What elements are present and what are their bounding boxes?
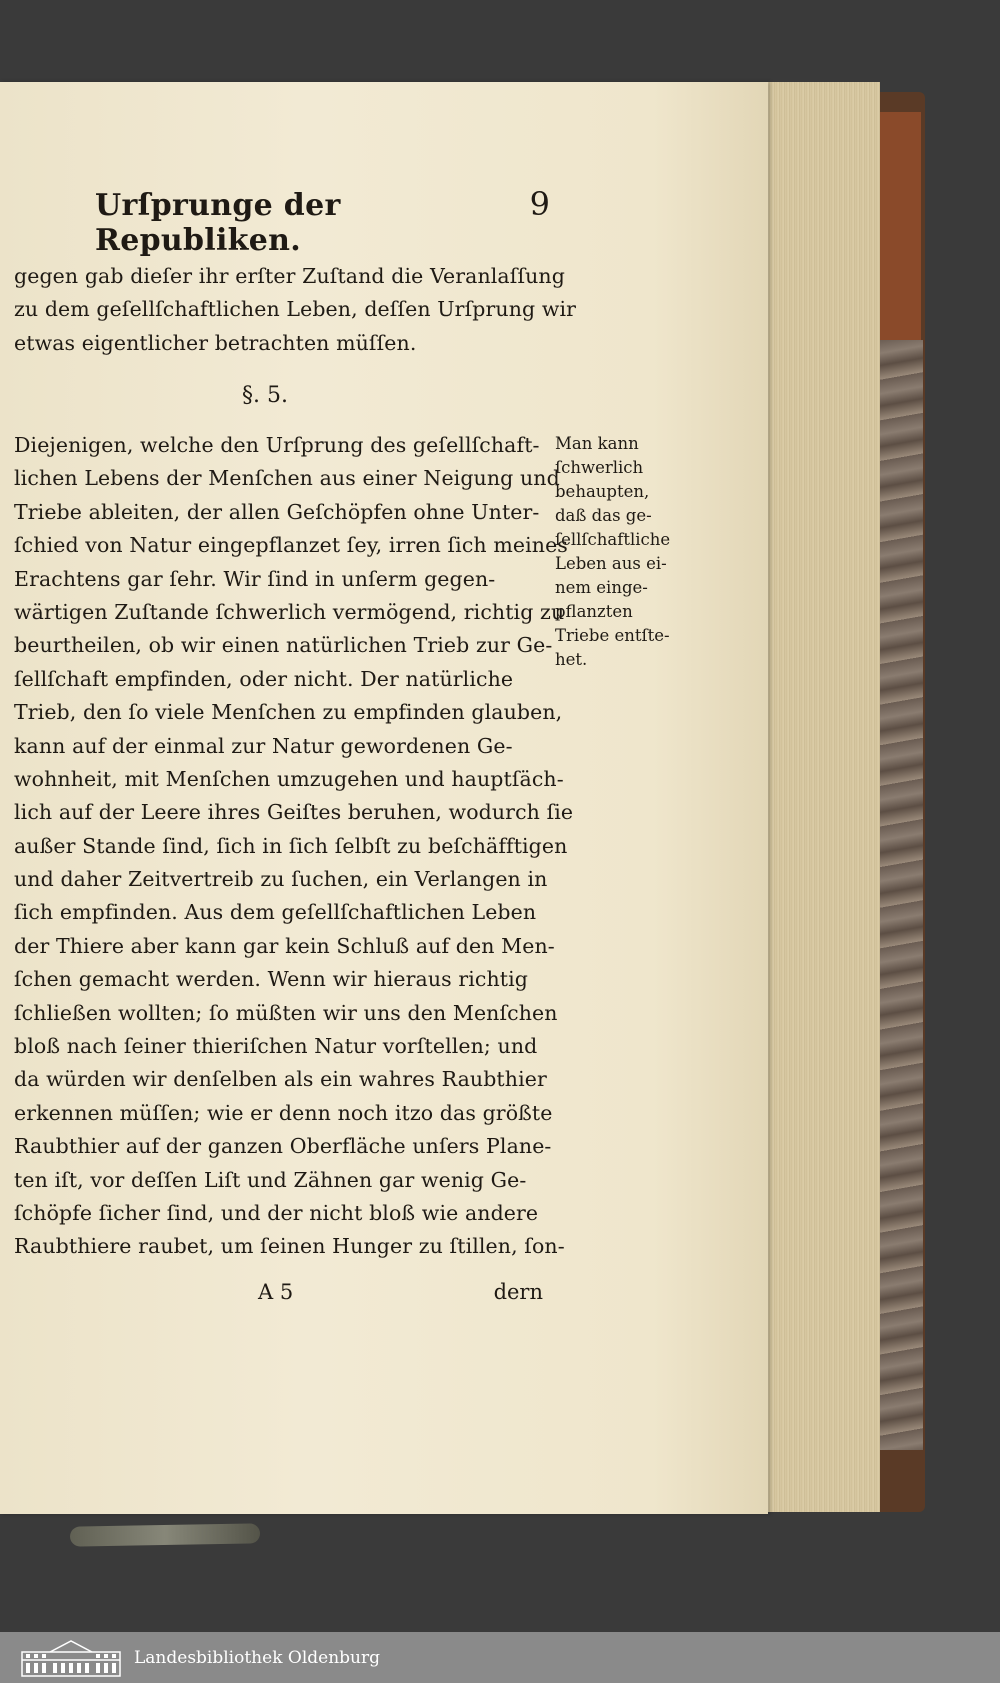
text-line: ſellſchaft empfinden, oder nicht. Der natürliche bbox=[14, 666, 514, 691]
text-line: ſchöpfe ſicher ſind, und der nicht bloß wie andere bbox=[14, 1200, 539, 1225]
section-heading: §. 5. bbox=[242, 383, 288, 408]
signature-mark: A 5 bbox=[258, 1280, 294, 1304]
text-line: ſchied von Natur eingepflanzet ſey, irren ſich meines bbox=[14, 533, 568, 558]
text-line: gegen gab dieſer ihr erſter Zuſtand die Veranlaſſung bbox=[14, 264, 565, 288]
text-line: lich auf der Leere ihres Geiſtes beruhen, wodurch ſie bbox=[14, 800, 574, 825]
catchword: dern bbox=[493, 1280, 543, 1304]
text-line: ſchließen wollten; ſo müßten wir uns den Menſchen bbox=[14, 1000, 558, 1025]
text-line: lichen Lebens der Menſchen aus einer Neigung und bbox=[14, 466, 560, 491]
marbled-cover-paper bbox=[875, 340, 923, 1450]
text-line: wohnheit, mit Menſchen umzugehen und hauptſäch- bbox=[14, 766, 564, 791]
text-line: erkennen müſſen; wie er denn noch itzo das größte bbox=[14, 1100, 553, 1125]
text-line: Erachtens gar ſehr. Wir ſind in unſerm gegen- bbox=[14, 566, 496, 591]
text-line: Diejenigen, welche den Urſprung des geſellſchaft- bbox=[14, 433, 540, 457]
bookmark-ribbon bbox=[70, 1523, 260, 1546]
text-line: der Thiere aber kann gar kein Schluß auf den Men- bbox=[14, 933, 555, 958]
paragraph-1 bbox=[14, 260, 577, 360]
text-line: beurtheilen, ob wir einen natürlichen Trieb zur Ge- bbox=[14, 633, 553, 658]
marginal-note-line: daß das ge- bbox=[555, 506, 652, 525]
marginal-note-line: het. bbox=[555, 650, 588, 669]
text-line: und daher Zeitvertreib zu ſuchen, ein Verlangen in bbox=[14, 867, 548, 892]
marginal-note-line: Triebe entſte- bbox=[555, 626, 670, 645]
text-line: etwas eigentlicher betrachten müſſen. bbox=[14, 330, 417, 355]
text-line: bloß nach ſeiner thieriſchen Natur vorſtellen; und bbox=[14, 1034, 538, 1059]
running-title: Urſprunge der Republiken. bbox=[95, 188, 341, 258]
marginal-note-line: Man kann bbox=[555, 434, 639, 453]
library-banner bbox=[0, 1632, 1000, 1683]
marginal-note-line: ſellſchaftliche bbox=[555, 530, 671, 549]
text-line: Trieb, den ſo viele Menſchen zu empfinden glauben, bbox=[14, 700, 563, 725]
text-line: außer Stande ſind, ſich in ſich ſelbſt zu beſchäfftigen bbox=[14, 833, 568, 858]
text-line: zu dem geſellſchaftlichen Leben, deſſen Urſprung wir bbox=[14, 297, 577, 322]
library-name: Landesbibliothek Oldenburg bbox=[134, 1647, 381, 1668]
marginal-note-line: behaupten, bbox=[555, 482, 650, 501]
marginal-note-line: pflanzten bbox=[555, 602, 633, 621]
page-block-edges bbox=[755, 82, 880, 1512]
text-line: wärtigen Zuſtande ſchwerlich vermögend, richtig zu bbox=[14, 599, 565, 624]
text-line: ten iſt, vor deſſen Liſt und Zähnen gar wenig Ge- bbox=[14, 1167, 527, 1192]
text-line: Raubthier auf der ganzen Oberfläche unſers Plane- bbox=[14, 1134, 552, 1159]
cover-leather-edge bbox=[877, 112, 921, 342]
text-line: ſich empfinden. Aus dem geſellſchaftlichen Leben bbox=[14, 900, 537, 925]
library-building-icon bbox=[20, 1638, 122, 1678]
marginal-note-line: ſchwerlich bbox=[555, 458, 644, 477]
text-line: kann auf der einmal zur Natur gewordenen Ge- bbox=[14, 733, 513, 758]
marginal-note bbox=[555, 432, 671, 672]
text-line: Triebe ableiten, der allen Geſchöpfen ohne Unter- bbox=[14, 499, 540, 524]
page-footer bbox=[258, 1280, 543, 1304]
text-line: Raubthiere raubet, um ſeinen Hunger zu ſtillen, ſon- bbox=[14, 1234, 565, 1259]
text-line: da würden wir denſelben als ein wahres Raubthier bbox=[14, 1067, 547, 1092]
page-number: 9 bbox=[529, 185, 550, 223]
marginal-note-line: nem einge- bbox=[555, 578, 648, 597]
marginal-note-line: Leben aus ei- bbox=[555, 554, 667, 573]
paragraph-2 bbox=[14, 429, 574, 1264]
text-line: ſchen gemacht werden. Wenn wir hieraus richtig bbox=[14, 967, 529, 992]
page-header bbox=[95, 185, 550, 258]
